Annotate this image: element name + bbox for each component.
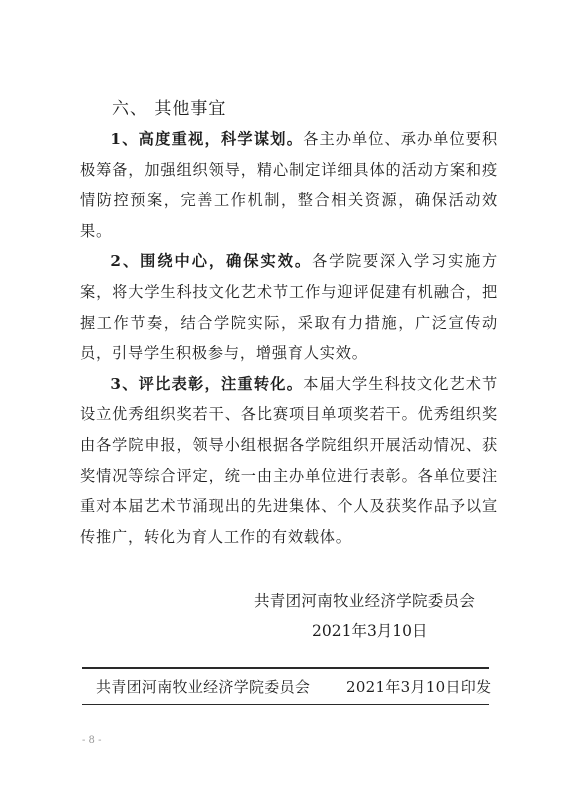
item-text: 本届大学生科技文化艺术节设立优秀组织奖若干、各比赛项目单项奖若干。优秀组织奖由各学院申报，领导小组根据各学院组织开展活动情况、获奖情况等综合评定，统一由主办单位进行表彰。各单位要注重对本届艺术节涌现出的先进集体、个人及获奖作品予以宣传推广，转化为育人工作的有效载体。 bbox=[80, 374, 498, 546]
item-text: 各主办单位、承办单位要积极筹备，加强组织领导，精心制定详细具体的活动方案和疫情防控预案，完善工作机制，整合相关资源，确保活动效果。 bbox=[80, 130, 498, 240]
item-heading: 1、高度重视，科学谋划。 bbox=[110, 130, 304, 148]
footer-print-note: 2021年3月10日印发 bbox=[346, 678, 492, 696]
item-heading: 2、围绕中心，确保实效。 bbox=[110, 252, 313, 271]
item-text: 各学院要深入学习实施方案，将大学生科技文化艺术节工作与迎评促建有机融合，把握工作节奏，结合学院实际，采取有力措施，广泛宣传动员，引导学生积极参与，增强育人实效。 bbox=[80, 252, 498, 363]
page-number: - 8 - bbox=[82, 735, 102, 746]
footer-top-rule bbox=[82, 667, 489, 669]
signature-date: 2021年3月10日 bbox=[312, 622, 428, 640]
signature-organization: 共青团河南牧业经济学院委员会 bbox=[254, 592, 476, 610]
footer-organization: 共青团河南牧业经济学院委员会 bbox=[96, 678, 311, 696]
body-text bbox=[80, 124, 498, 552]
list-item bbox=[80, 246, 498, 368]
list-item bbox=[80, 124, 498, 246]
list-item bbox=[80, 369, 498, 553]
section-heading: 六、 其他事宜 bbox=[112, 99, 227, 119]
item-heading: 3、评比表彰，注重转化。 bbox=[110, 374, 304, 393]
footer-bottom-rule bbox=[82, 704, 489, 705]
